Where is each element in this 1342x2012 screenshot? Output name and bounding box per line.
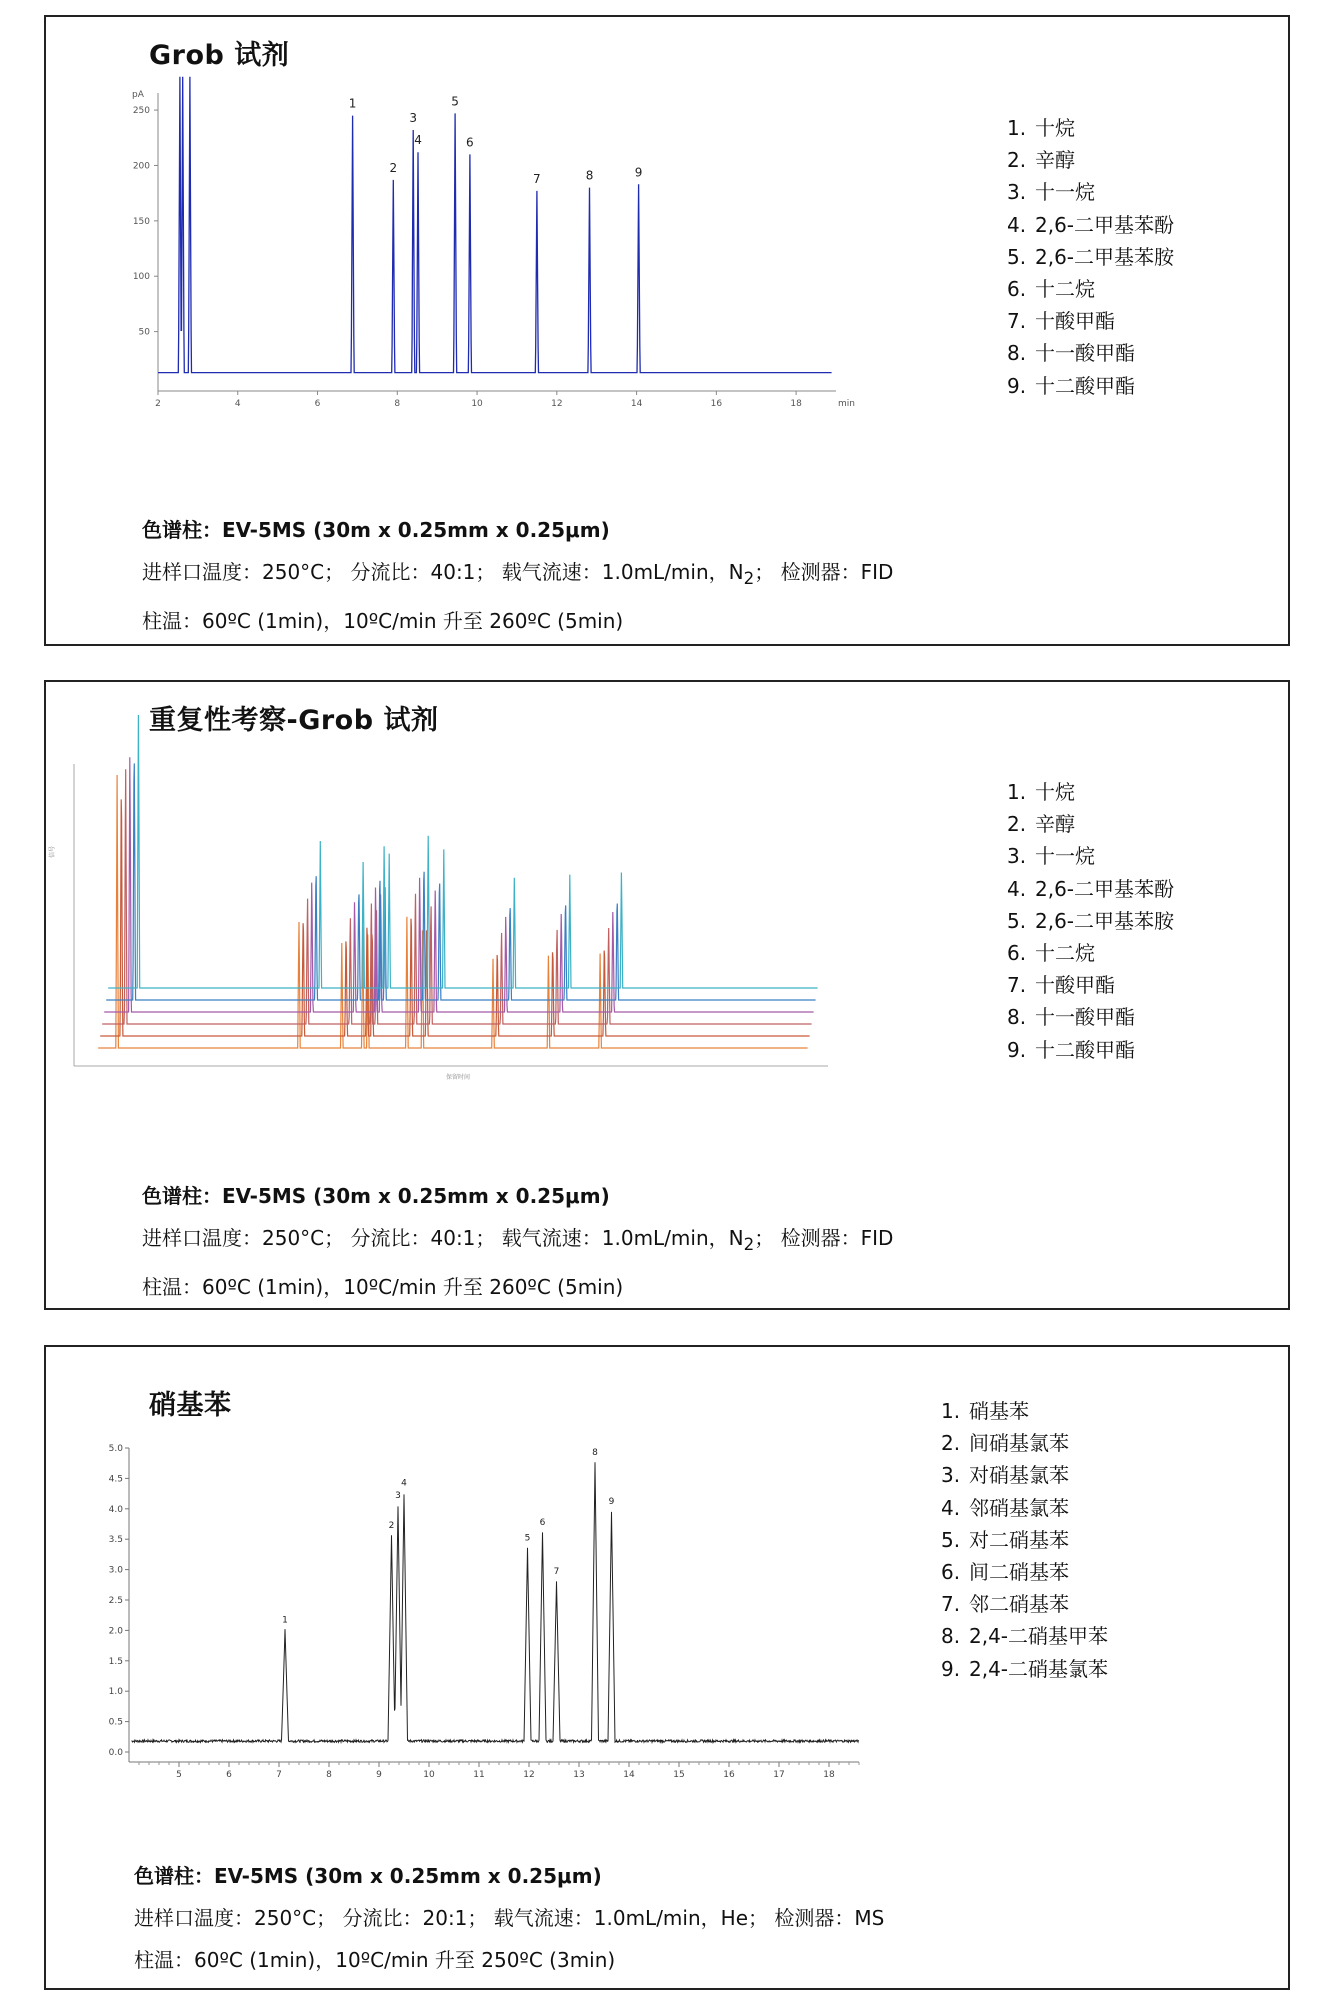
legend-label: 十一酸甲酯	[1035, 341, 1135, 366]
x-tick-label: 16	[710, 399, 723, 409]
panel-title: 重复性考察-Grob 试剂	[149, 705, 439, 736]
y-tick-label: 5.0	[108, 1444, 123, 1454]
legend-item	[941, 1588, 1108, 1620]
legend-item	[941, 1492, 1108, 1524]
legend-num: 2.	[941, 1431, 961, 1456]
chromatogram-trace	[104, 757, 813, 1012]
y-tick-label: 0.5	[108, 1717, 123, 1728]
legend-label: 2,4-二硝基甲苯	[969, 1624, 1109, 1649]
y-tick-label: 0.0	[108, 1748, 123, 1758]
x-tick-label: 14	[630, 399, 643, 409]
chromatogram-trace	[132, 1462, 859, 1742]
legend-label: 2,4-二硝基氯苯	[969, 1656, 1109, 1681]
inlet-conditions	[142, 1217, 893, 1266]
conditions-text: ； 检测器：FID	[754, 1226, 894, 1250]
x-tick-label: 16	[723, 1770, 735, 1780]
legend-label: 对硝基氯苯	[969, 1463, 1069, 1488]
x-tick-label: 18	[823, 1770, 835, 1780]
legend-item	[1007, 370, 1174, 402]
peak-label: 8	[585, 168, 594, 183]
legend-num: 1.	[1007, 780, 1027, 804]
legend-num: 2.	[1007, 148, 1027, 173]
x-tick-label: 6	[226, 1770, 232, 1780]
peak-label: 1	[348, 96, 357, 111]
panel-title: 硝基苯	[149, 1390, 232, 1421]
legend-label: 2,6-二甲基苯酚	[1035, 876, 1175, 901]
method-info	[134, 1855, 884, 1981]
legend-item	[941, 1653, 1108, 1685]
y-tick-label: 200	[132, 161, 150, 172]
legend-label: 2,6-二甲基苯胺	[1035, 244, 1175, 269]
peak-legend	[1007, 112, 1174, 402]
legend-num: 3.	[1007, 844, 1027, 869]
conditions-sub: 2	[743, 1235, 755, 1254]
legend-num: 1.	[941, 1399, 961, 1423]
chromatogram-trace	[106, 763, 815, 1000]
y-tick-label: 150	[132, 216, 150, 227]
legend-num: 8.	[1007, 341, 1027, 366]
y-tick-label: 4.0	[108, 1504, 123, 1515]
chromatogram-trace	[158, 77, 832, 373]
legend-label: 十一烷	[1035, 844, 1095, 869]
legend-num: 6.	[1007, 277, 1027, 302]
peak-label: 8	[592, 1448, 598, 1459]
y-tick-label: 3.0	[108, 1565, 123, 1576]
legend-num: 5.	[1007, 244, 1027, 269]
chromatogram-plot	[96, 87, 1076, 527]
legend-num: 2.	[1007, 812, 1027, 837]
method-info	[142, 1175, 893, 1308]
oven-program: 柱温：60ºC (1min)，10ºC/min 升至 260ºC (5min)	[142, 609, 624, 633]
peak-label: 5	[451, 94, 459, 109]
chromatogram-panel-nitrobenzene	[44, 1345, 1290, 1990]
legend-num: 8.	[1007, 1005, 1027, 1030]
peak-label: 6	[466, 135, 474, 150]
column-spec: 色谱柱：EV-5MS (30m x 0.25mm x 0.25μm)	[142, 1184, 610, 1208]
legend-item	[1007, 937, 1174, 969]
x-tick-label: 7	[276, 1770, 282, 1780]
y-tick-label: 50	[138, 327, 150, 338]
legend-label: 邻硝基氯苯	[969, 1495, 1069, 1520]
legend-num: 5.	[1007, 908, 1027, 933]
legend-item	[1007, 905, 1174, 937]
legend-item	[1007, 776, 1174, 808]
legend-item	[1007, 112, 1174, 144]
x-tick-label: 10	[471, 399, 483, 409]
peak-label: 9	[634, 165, 643, 180]
peak-label: 6	[539, 1518, 546, 1529]
legend-item	[1007, 969, 1174, 1001]
x-tick-label: 4	[234, 399, 241, 409]
legend-label: 十烷	[1035, 780, 1075, 804]
y-axis-label: 信号	[49, 845, 56, 858]
legend-label: 邻二硝基苯	[969, 1592, 1069, 1617]
x-tick-label: 6	[314, 399, 321, 409]
legend-label: 十一酸甲酯	[1035, 1005, 1135, 1030]
legend-item	[1007, 305, 1174, 337]
legend-label: 十一烷	[1035, 180, 1095, 205]
legend-item	[1007, 840, 1174, 872]
y-tick-label: 1.5	[108, 1656, 123, 1667]
method-info	[142, 509, 893, 642]
column-spec: 色谱柱：EV-5MS (30m x 0.25mm x 0.25μm)	[134, 1864, 602, 1888]
legend-num: 7.	[941, 1592, 961, 1617]
peak-label: 7	[533, 171, 541, 186]
legend-num: 7.	[1007, 973, 1027, 998]
legend-label: 十二烷	[1035, 277, 1095, 302]
peak-legend	[1007, 776, 1174, 1066]
legend-num: 9.	[1007, 373, 1027, 398]
x-tick-label: 15	[673, 1770, 685, 1780]
oven-program: 柱温：60ºC (1min)，10ºC/min 升至 260ºC (5min)	[142, 1275, 624, 1299]
legend-num: 3.	[941, 1463, 961, 1488]
legend-label: 硝基苯	[969, 1399, 1029, 1423]
legend-num: 4.	[1007, 212, 1027, 237]
y-axis-label: pA	[132, 90, 144, 100]
legend-num: 9.	[941, 1656, 961, 1681]
legend-item	[1007, 337, 1174, 369]
legend-item	[1007, 1034, 1174, 1066]
x-tick-label: 8	[326, 1770, 332, 1780]
legend-num: 5.	[941, 1527, 961, 1552]
legend-num: 1.	[1007, 116, 1027, 140]
legend-num: 3.	[1007, 180, 1027, 205]
y-tick-label: 2.0	[108, 1626, 123, 1637]
y-tick-label: 2.5	[108, 1596, 123, 1606]
legend-label: 辛醇	[1035, 148, 1075, 173]
x-tick-label: 12	[523, 1770, 535, 1780]
legend-item	[941, 1395, 1108, 1427]
legend-item	[941, 1620, 1108, 1652]
chromatogram-trace	[102, 769, 811, 1024]
x-tick-label: 12	[551, 399, 563, 409]
y-tick-label: 250	[132, 106, 150, 117]
y-tick-label: 100	[132, 272, 150, 283]
x-tick-label: 11	[473, 1770, 485, 1780]
legend-num: 4.	[1007, 876, 1027, 901]
y-tick-label: 3.5	[108, 1535, 123, 1546]
legend-item	[1007, 176, 1174, 208]
x-tick-label: 9	[376, 1770, 382, 1780]
legend-num: 7.	[1007, 309, 1027, 334]
conditions-text: ； 检测器：FID	[754, 560, 894, 584]
y-tick-label: 1.0	[108, 1687, 123, 1698]
inlet-conditions: 进样口温度：250°C； 分流比：20:1； 载气流速：1.0mL/min，He； 检测器：MS	[134, 1906, 885, 1930]
x-tick-label: 8	[394, 399, 401, 409]
peak-label: 2	[389, 160, 398, 175]
legend-item	[941, 1524, 1108, 1556]
conditions-sub: 2	[743, 569, 755, 588]
peak-label: 7	[553, 1566, 560, 1577]
legend-item	[1007, 144, 1174, 176]
legend-label: 十烷	[1035, 116, 1075, 140]
legend-num: 6.	[941, 1560, 961, 1585]
chromatogram-svg-grob	[96, 87, 1076, 527]
legend-num: 8.	[941, 1624, 961, 1649]
chromatogram-trace	[98, 775, 807, 1048]
legend-num: 4.	[941, 1495, 961, 1520]
panel-title: Grob 试剂	[149, 40, 290, 71]
legend-item	[941, 1556, 1108, 1588]
peak-label: 9	[608, 1496, 615, 1507]
legend-label: 间硝基氯苯	[969, 1431, 1069, 1456]
legend-label: 十二酸甲酯	[1035, 1037, 1135, 1062]
x-tick-label: 14	[623, 1770, 635, 1780]
legend-num: 6.	[1007, 941, 1027, 966]
legend-item	[1007, 808, 1174, 840]
legend-item	[1007, 273, 1174, 305]
y-tick-label: 4.5	[108, 1474, 123, 1485]
legend-num: 9.	[1007, 1037, 1027, 1062]
peak-label: 4	[401, 1478, 407, 1489]
peak-label: 4	[414, 133, 422, 148]
legend-label: 辛醇	[1035, 812, 1075, 837]
legend-label: 2,6-二甲基苯酚	[1035, 212, 1175, 237]
peak-label: 5	[524, 1533, 531, 1544]
chromatogram-plot	[49, 760, 1068, 1170]
legend-label: 间二硝基苯	[969, 1560, 1069, 1585]
conditions-text: 进样口温度：250°C； 分流比：40:1； 载气流速：1.0mL/min，N	[142, 1226, 744, 1250]
conditions-text: 进样口温度：250°C； 分流比：40:1； 载气流速：1.0mL/min，N	[142, 560, 744, 584]
chromatogram-svg-repeatability	[49, 760, 1068, 1170]
legend-item	[1007, 1001, 1174, 1033]
x-axis-label: 保留时间	[445, 1074, 471, 1081]
column-spec: 色谱柱：EV-5MS (30m x 0.25mm x 0.25μm)	[142, 518, 610, 542]
legend-item	[941, 1427, 1108, 1459]
chromatogram-trace	[108, 715, 817, 988]
peak-label: 1	[282, 1615, 288, 1626]
legend-label: 十二酸甲酯	[1035, 373, 1135, 398]
peak-label: 3	[395, 1490, 401, 1501]
legend-label: 2,6-二甲基苯胺	[1035, 908, 1175, 933]
legend-item	[1007, 873, 1174, 905]
x-tick-label: 5	[176, 1770, 182, 1780]
legend-item	[1007, 241, 1174, 273]
legend-label: 十酸甲酯	[1035, 309, 1115, 334]
x-tick-label: 18	[790, 399, 802, 409]
chromatogram-panel-repeatability	[44, 680, 1290, 1310]
legend-label: 十二烷	[1035, 941, 1095, 966]
legend-label: 对二硝基苯	[969, 1527, 1069, 1552]
legend-label: 十酸甲酯	[1035, 973, 1115, 998]
x-tick-label: 13	[573, 1770, 585, 1780]
legend-item	[1007, 209, 1174, 241]
x-tick-label: 10	[423, 1770, 435, 1780]
oven-program: 柱温：60ºC (1min)，10ºC/min 升至 250ºC (3min)	[134, 1948, 616, 1972]
peak-label: 2	[388, 1521, 395, 1532]
peak-legend	[941, 1395, 1108, 1685]
x-tick-label: 17	[773, 1770, 785, 1780]
legend-item	[941, 1459, 1108, 1491]
inlet-conditions	[142, 551, 893, 600]
chromatogram-panel-grob	[44, 15, 1290, 646]
x-axis-label: min	[838, 399, 855, 409]
x-tick-label: 2	[155, 399, 161, 409]
peak-label: 3	[409, 111, 418, 126]
